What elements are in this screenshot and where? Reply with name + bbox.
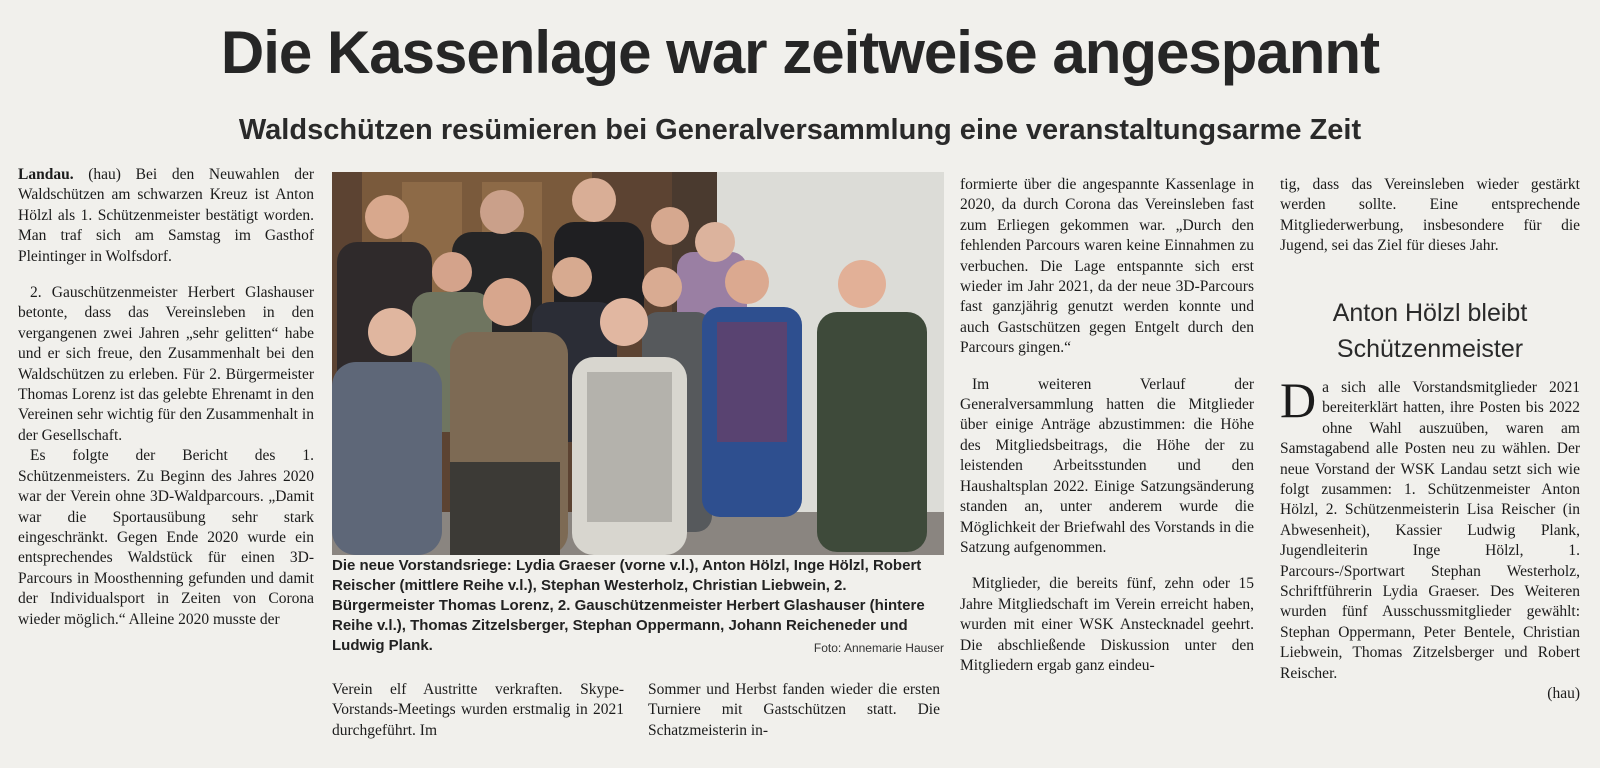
author-signoff: (hau)	[1547, 685, 1580, 703]
article-column-3	[960, 175, 1254, 676]
group-photo-illustration	[332, 172, 944, 555]
paragraph: formierte über die angespannte Kassenlage in 2020, da durch Corona das Vereinsleben fast zum Erliegen gekommen war. „Durch den fehlenden Parcours waren keine Einnahmen zu verbuchen. Die Lage entspannte sich erst wieder im Jahr 2021, da der neue 3D-Parcours fast ganzjährig genutzt werden konnte und auch Gastschützen gegen Entgelt durch den Parcours gingen.“	[960, 176, 1254, 357]
section-heading: Anton Hölzl bleibt Schützenmeister	[1332, 299, 1528, 363]
group-photo	[332, 172, 944, 555]
article-headline: Die Kassenlage war zeitweise angespannt	[220, 19, 1380, 86]
drop-cap: D	[1280, 372, 1317, 428]
paragraph: Mitglieder, die bereits fünf, zehn oder 15 Jahre Mitgliedschaft im Verein erreicht haben, wurden mit einer WSK Anstecknadel geehrt. Die abschließende Diskussion unter den Mitgliedern ergab ganz eindeu-	[960, 575, 1254, 674]
paragraph: Es folgte der Bericht des 1. Schützenmeisters. Zu Beginn des Jahres 2020 war der Verein ohne 3D-Waldparcours. „Damit war die Sportausübung sehr stark eingeschränkt. Gegen Ende 2020 wurde ein entsprechendes Waldstück für einen 3D-Parcours in Moosthenning gefunden und damit der Individualsport in Zeiten von Corona wieder möglich.“ Alleine 2020 musste der	[18, 447, 314, 628]
article-column-1	[18, 165, 314, 630]
paragraph	[1280, 372, 1580, 705]
article-subheadline: Waldschützen resümieren bei Generalversammlung eine veranstaltungsarme Zeit	[238, 114, 1362, 146]
lead-paragraph	[18, 165, 314, 267]
article-column-4	[1280, 175, 1580, 257]
lead-text: (hau) Bei den Neuwahlen der Waldschützen am schwarzen Kreuz ist Anton Hölzl als 1. Schützenmeister bestätigt worden. Man traf sich am Samstag im Gasthof Pleintinger in Wolfsdorf.	[18, 166, 314, 265]
paragraph: Sommer und Herbst fanden wieder die ersten Turniere mit Gastschützen statt. Die Schatzmeisterin in-	[648, 681, 940, 739]
paragraph: tig, dass das Vereinsleben wieder gestärkt werden sollte. Eine entsprechende Mitgliederwerbung, insbesondere für die Jugend, sei das Ziel für dieses Jahr.	[1280, 176, 1580, 255]
photo-caption: Die neue Vorstandsriege: Lydia Graeser (vorne v.l.), Anton Hölzl, Inge Hölzl, Robert Reischer (mittlere Reihe v.l.), Stephan Westerholz, Christian Liebwein, 2. Bürgermeister Thomas Lorenz, 2. Gauschützenmeister Herbert Glashauser (hintere Reihe v.l.), Thomas Zitzelsberger, Stephan Oppermann, Johann Reicheneder und Ludwig Plank.	[332, 557, 925, 654]
paragraph: Verein elf Austritte verkraften. Skype-Vorstands-Meetings wurden erstmalig in 2021 durchgeführt. Im	[332, 681, 624, 739]
paragraph-text: a sich alle Vorstandsmitglieder 2021 bereiterklärt hatten, ihre Posten bis 2022 ohne Wahl auszuüben, waren am Samstagabend alle Posten neu zu wählen. Der neue Vorstand der WSK Landau setzt sich wie folgt zusammen: 1. Schützenmeister Anton Hölzl, 2. Schützenmeisterin Lisa Reischer (in Abwesenheit), Kassier Ludwig Plank, Jugendleiterin Inge Hölzl, 1. Parcours-/Sportwart Stephan Westerholz, Schriftführerin Lydia Graeser. Des Weiteren wurden fünf Ausschussmitglieder gewählt: Stephan Oppermann, Peter Bentele, Christian Liebwein, Thomas Zitzelsberger und Robert Reischer.	[1280, 379, 1580, 682]
dateline: Landau.	[18, 166, 74, 183]
article-column-2b	[648, 680, 940, 741]
paragraph: 2. Gauschützenmeister Herbert Glashauser betonte, dass das Vereinsleben in den vergangenen zwei Jahren „sehr gelitten“ habe und er sich freue, den Zusammenhalt bei den Waldschützen zu erleben. Für 2. Bürgermeister Thomas Lorenz ist das gelebte Ehrenamt in den Vereinen sehr wichtig für den Zusammenhalt in der Gesellschaft.	[18, 284, 314, 444]
article-column-2a	[332, 680, 624, 741]
photo-credit: Foto: Annemarie Hauser	[813, 641, 944, 655]
article-column-4-continued	[1280, 372, 1580, 705]
paragraph: Im weiteren Verlauf der Generalversammlung hatten die Mitglieder über einige Anträge abzustimmen: die Höhe des Mitgliedsbeitrags, die Höhe der zu leistenden Arbeitsstunden und den Haushaltsplan 2022. Einige Satzungsänderung standen an, unter anderem wurde die Möglichkeit der Briefwahl des Vorstands in die Satzung aufgenommen.	[960, 375, 1254, 556]
